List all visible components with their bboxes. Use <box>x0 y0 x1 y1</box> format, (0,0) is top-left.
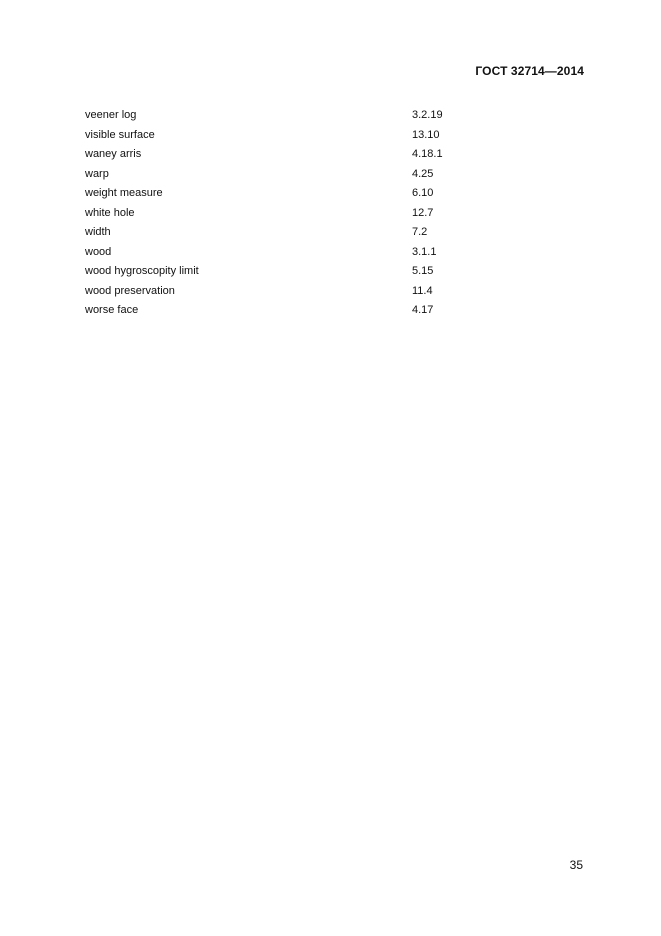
index-entry <box>85 283 505 303</box>
index-entry <box>85 263 505 283</box>
index-term: wood preservation <box>85 284 175 297</box>
index-term: weight measure <box>85 187 163 199</box>
index-entry <box>85 107 505 127</box>
index-term: white hole <box>85 206 135 219</box>
index-term: waney arris <box>85 148 142 160</box>
index-entry <box>85 146 505 166</box>
index-reference: 3.2.19 <box>412 109 443 121</box>
index-reference: 5.15 <box>412 265 434 277</box>
index-reference: 4.18.1 <box>412 148 443 160</box>
index-reference: 3.1.1 <box>412 245 437 258</box>
index-entry <box>85 166 505 186</box>
index-entry <box>85 302 505 322</box>
index-term: wood hygroscopity limit <box>85 265 199 277</box>
index-term: visible surface <box>85 128 155 141</box>
index-entry <box>85 205 505 225</box>
index-reference: 4.17 <box>412 304 434 316</box>
standard-code-header: ГОСТ 32714—2014 <box>475 64 584 78</box>
index-entry <box>85 244 505 264</box>
index-reference: 7.2 <box>412 226 428 238</box>
index-entry <box>85 185 505 205</box>
index-entry <box>85 224 505 244</box>
index-term: veener log <box>85 109 137 121</box>
index-reference: 13.10 <box>412 128 440 141</box>
index-term: width <box>85 226 111 238</box>
index-term: wood <box>85 245 112 258</box>
index-reference: 6.10 <box>412 187 434 199</box>
index-reference: 11.4 <box>412 284 433 297</box>
index-reference: 4.25 <box>412 167 434 180</box>
alphabetical-index <box>85 107 505 322</box>
page-number: 35 <box>569 858 583 872</box>
index-reference: 12.7 <box>412 206 434 219</box>
index-term: warp <box>85 167 109 180</box>
index-entry <box>85 127 505 147</box>
index-term: worse face <box>85 304 139 316</box>
